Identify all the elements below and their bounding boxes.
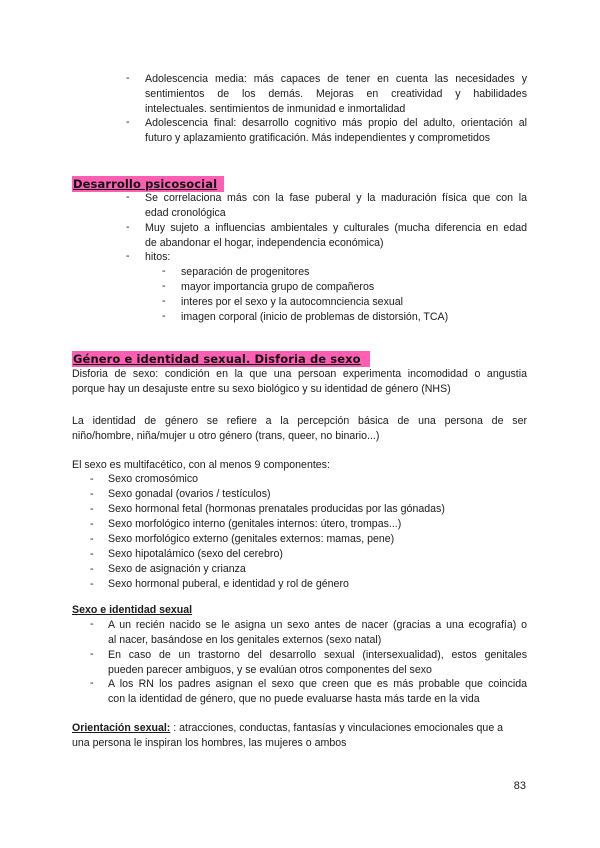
orientacion-label: Orientación sexual: (72, 722, 171, 734)
list-item: - Sexo de asignación y crianza (90, 563, 246, 575)
list-item: - Sexo hormonal puberal, e identidad y rol de género (90, 578, 349, 590)
hito-item: imagen corporal (inicio de problemas de distorsión, TCA) (181, 311, 449, 323)
paragraph-identidad (72, 414, 527, 444)
text-line: Disforia de sexo: condición en la que una persoan experimenta incomodidad o angustia (72, 368, 527, 380)
hito-item: separación de progenitores (181, 266, 310, 278)
bullet-rn-padres (108, 677, 527, 707)
bullet-adolescencia-media (145, 72, 527, 117)
bullet-adolescencia-final (145, 116, 527, 146)
text-line: Se correlaciona más con la fase puberal y la maduración física que con la (145, 192, 527, 204)
text-line: intelectuales. sentimientos de inmunidad e inmortalidad (145, 103, 406, 115)
text-line: niño/hombre, niña/mujer u otro género (trans, queer, no binario...) (72, 430, 380, 442)
paragraph-orientacion (72, 721, 527, 751)
bullet-trastorno (108, 648, 527, 678)
hito-item: interes por el sexo y la autocomnciencia sexual (181, 296, 403, 308)
list-item: - Sexo hormonal fetal (hormonas prenatales producidas por las gónadas) (90, 503, 445, 515)
text-line: edad cronológica (145, 207, 226, 219)
text-line: A los RN los padres asignan el sexo que creen que es más probable que coincida (108, 678, 527, 690)
bullet-influencias (145, 221, 527, 251)
list-item: - Sexo cromosómico (90, 473, 199, 485)
text-line: Adolescencia final: desarrollo cognitivo más propio del adulto, orientación al (145, 117, 527, 129)
page-number: 83 (513, 780, 526, 792)
list-item: - Sexo gonadal (ovarios / testículos) (90, 488, 271, 500)
paragraph-multifacetico: El sexo es multifacético, con al menos 9 componentes: (72, 459, 330, 471)
list-item: - Sexo morfológico externo (genitales externos: mamas, pene) (90, 533, 395, 545)
document-page: - Adolescencia media: más capaces de tener en cuenta las necesidades y sentimientos de los demás. Mejoras en creatividad y habilidades intelectuales. sentimientos de inmunidad e inmortalidad - Adolescencia final: desarrollo cognitivo más propio del adulto, orientación al futuro y aplazamiento gratificación. Más independientes y comprometidos Desarrollo psicosocial - Se correlaciona más con la fase puberal y la maduración física que con la edad cronológica - Muy sujeto a influencias ambientales y culturales (mucha diferencia en edad de abandonar el hogar, independencia económica) - hitos: - separación de progenitores - mayor importancia grupo de compañeros - interes por el sexo y la autocomnciencia sexual - imagen corporal (inicio de problemas de distorsión, TCA) Género e identidad sexual. Disforia de sexo Disforia de sexo: condición en la que una persoan experimenta incomodidad o angustia porque hay un desajuste entre su sexo biológico y su identidad de género (NHS) La identidad de género se refiere a la percepción básica de una persona de ser niño/hombre, niña/mujer u otro género (trans, queer, no binario...) El sexo es multifacético, con al menos 9 componentes: - Sexo cromosómico - Sexo gonadal (ovarios / testículos) - Sexo hormonal fetal (hormonas prenatales producidas por las gónadas) - Sexo morfológico interno (genitales internos: útero, trompas...) - Sexo morfológico externo (genitales externos: mamas, pene) - Sexo hipotalámico (sexo del cerebro) - Sexo de asignación y crianza - Sexo hormonal puberal, e identidad y rol de género Sexo e identidad sexual - A un recién nacido se le asigna un sexo antes de nacer (gracias a una ecografía) o al nacer, basándose en los genitales externos (sexo natal) - En caso de un trastorno del desarrollo sexual (intersexualidad), estos genitales pueden parecer ambiguos, y se evalúan otros componentes del sexo - A los RN los padres asignan el sexo que creen que es más probable que coincida con la identidad de género, que no puede evaluarse hasta más tarde en la vida Orientación sexual: : atracciones, conductas, fantasías y vinculaciones emocionales que a una persona le inspiran los hombres, las mujeres o ambos 83 (72, 72, 527, 792)
text-line: porque hay un desajuste entre su sexo biológico y su identidad de género (NHS) (72, 383, 451, 395)
bullet-hitos: hitos: (145, 251, 171, 263)
subheading-sexo-identidad: Sexo e identidad sexual (72, 604, 193, 616)
text-line: Muy sujeto a influencias ambientales y culturales (mucha diferencia en edad (145, 222, 527, 234)
text-line: futuro y aplazamiento gratificación. Más independientes y comprometidos (145, 132, 491, 144)
paragraph-disforia (72, 367, 527, 397)
list-item: - Sexo morfológico interno (genitales internos: útero, trompas...) (90, 518, 402, 530)
text-line: A un recién nacido se le asigna un sexo antes de nacer (gracias a una ecografía) o (108, 619, 527, 631)
bullet-correlaciona (145, 191, 527, 221)
text-line: una persona le inspiran los hombres, las mujeres o ambos (72, 737, 347, 749)
hito-item: mayor importancia grupo de compañeros (181, 281, 375, 293)
orientacion-text: : atracciones, conductas, fantasías y vinculaciones emocionales que a (170, 722, 504, 734)
section-heading-genero: Género e identidad sexual. Disforia de sexo (73, 352, 361, 366)
text-line: Adolescencia media: más capaces de tener en cuenta las necesidades y (145, 73, 527, 85)
bullet-recien-nacido (108, 618, 527, 648)
text-line (72, 721, 527, 736)
componentes-list (90, 472, 520, 592)
text-line: sentimientos de los demás. Mejoras en creatividad y habilidades (145, 88, 527, 100)
text-line: La identidad de género se refiere a la percepción básica de una persona de ser (72, 415, 527, 427)
list-item: - Sexo hipotalámico (sexo del cerebro) (90, 548, 283, 560)
text-line: En caso de un trastorno del desarrollo sexual (intersexualidad), estos genitales (108, 649, 527, 661)
text-line: de abandonar el hogar, independencia económica) (145, 237, 384, 249)
text-line: pueden parecer ambiguos, y se evalúan otros componentes del sexo (108, 664, 432, 676)
section-heading-psicosocial: Desarrollo psicosocial (73, 177, 218, 191)
text-line: con la identidad de género, que no puede evaluarse hasta más tarde en la vida (108, 693, 480, 705)
text-line: al nacer, basándose en los genitales externos (sexo natal) (108, 634, 382, 646)
